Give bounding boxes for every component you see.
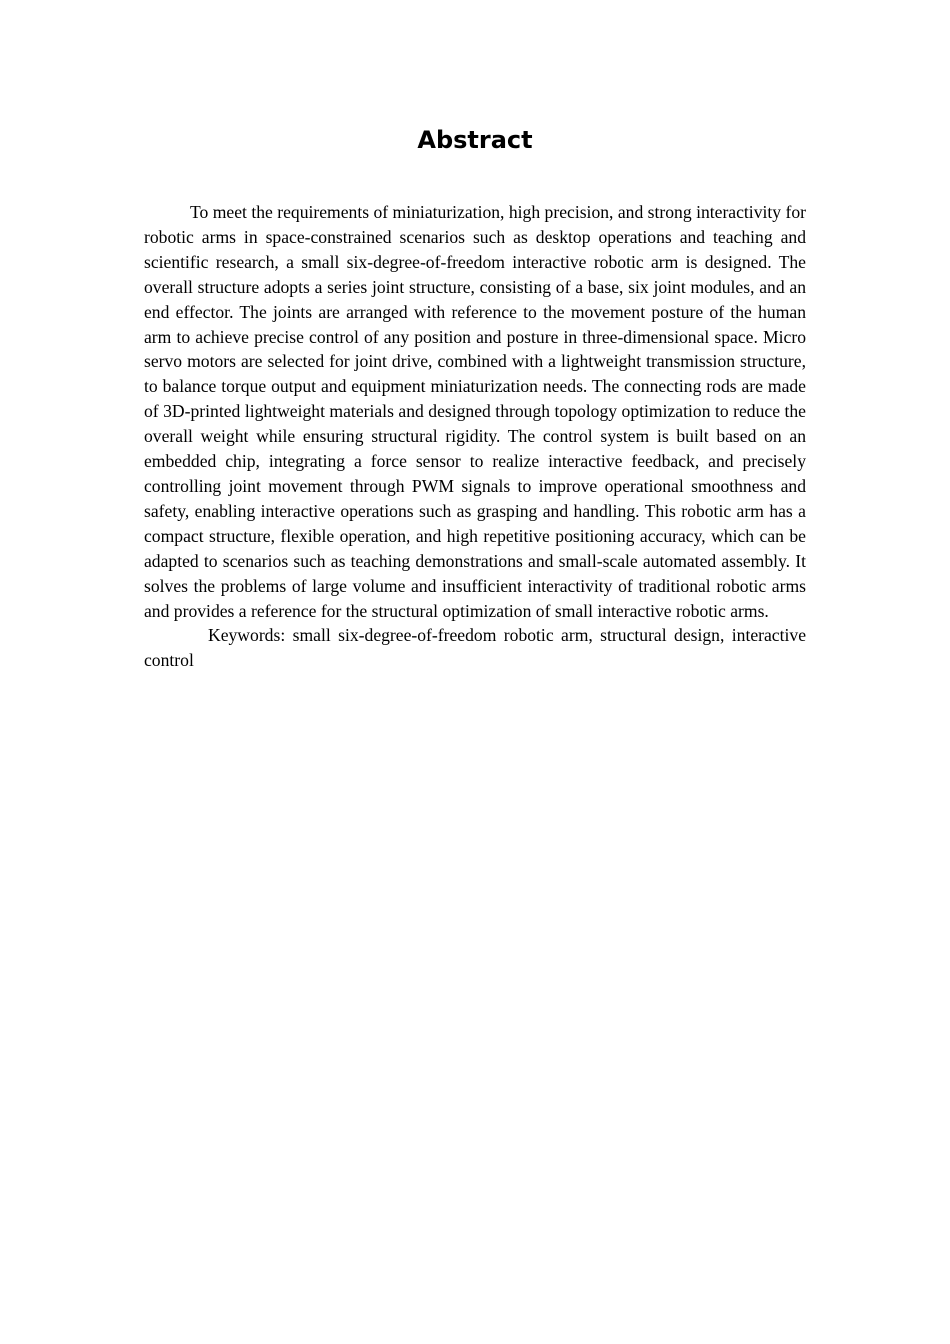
keywords-paragraph: Keywords: small six-degree-of-freedom robotic arm, structural design, interactive control [144,625,806,671]
abstract-body [144,200,806,673]
page-title: Abstract [417,126,533,154]
abstract-paragraph: To meet the requirements of miniaturization, high precision, and strong interactivity for robotic arms in space-constrained scenarios such as desktop operations and teaching and scientific research, a small six-degree-of-freedom interactive robotic arm is designed. The overall structure adopts a series joint structure, consisting of a base, six joint modules, and an end effector. The joints are arranged with reference to the movement posture of the human arm to achieve precise control of any position and posture in three-dimensional space. Micro servo motors are selected for joint drive, combined with a lightweight transmission structure, to balance torque output and equipment miniaturization needs. The connecting rods are made of 3D-printed lightweight materials and designed through topology optimization to reduce the overall weight while ensuring structural rigidity. The control system is built based on an embedded chip, integrating a force sensor to realize interactive feedback, and precisely controlling joint movement through PWM signals to improve operational smoothness and safety, enabling interactive operations such as grasping and handling. This robotic arm has a compact structure, flexible operation, and high repetitive positioning accuracy, which can be adapted to scenarios such as teaching demonstrations and small-scale automated assembly. It solves the problems of large volume and insufficient interactivity of traditional robotic arms and provides a reference for the structural optimization of small interactive robotic arms. [144,202,806,621]
